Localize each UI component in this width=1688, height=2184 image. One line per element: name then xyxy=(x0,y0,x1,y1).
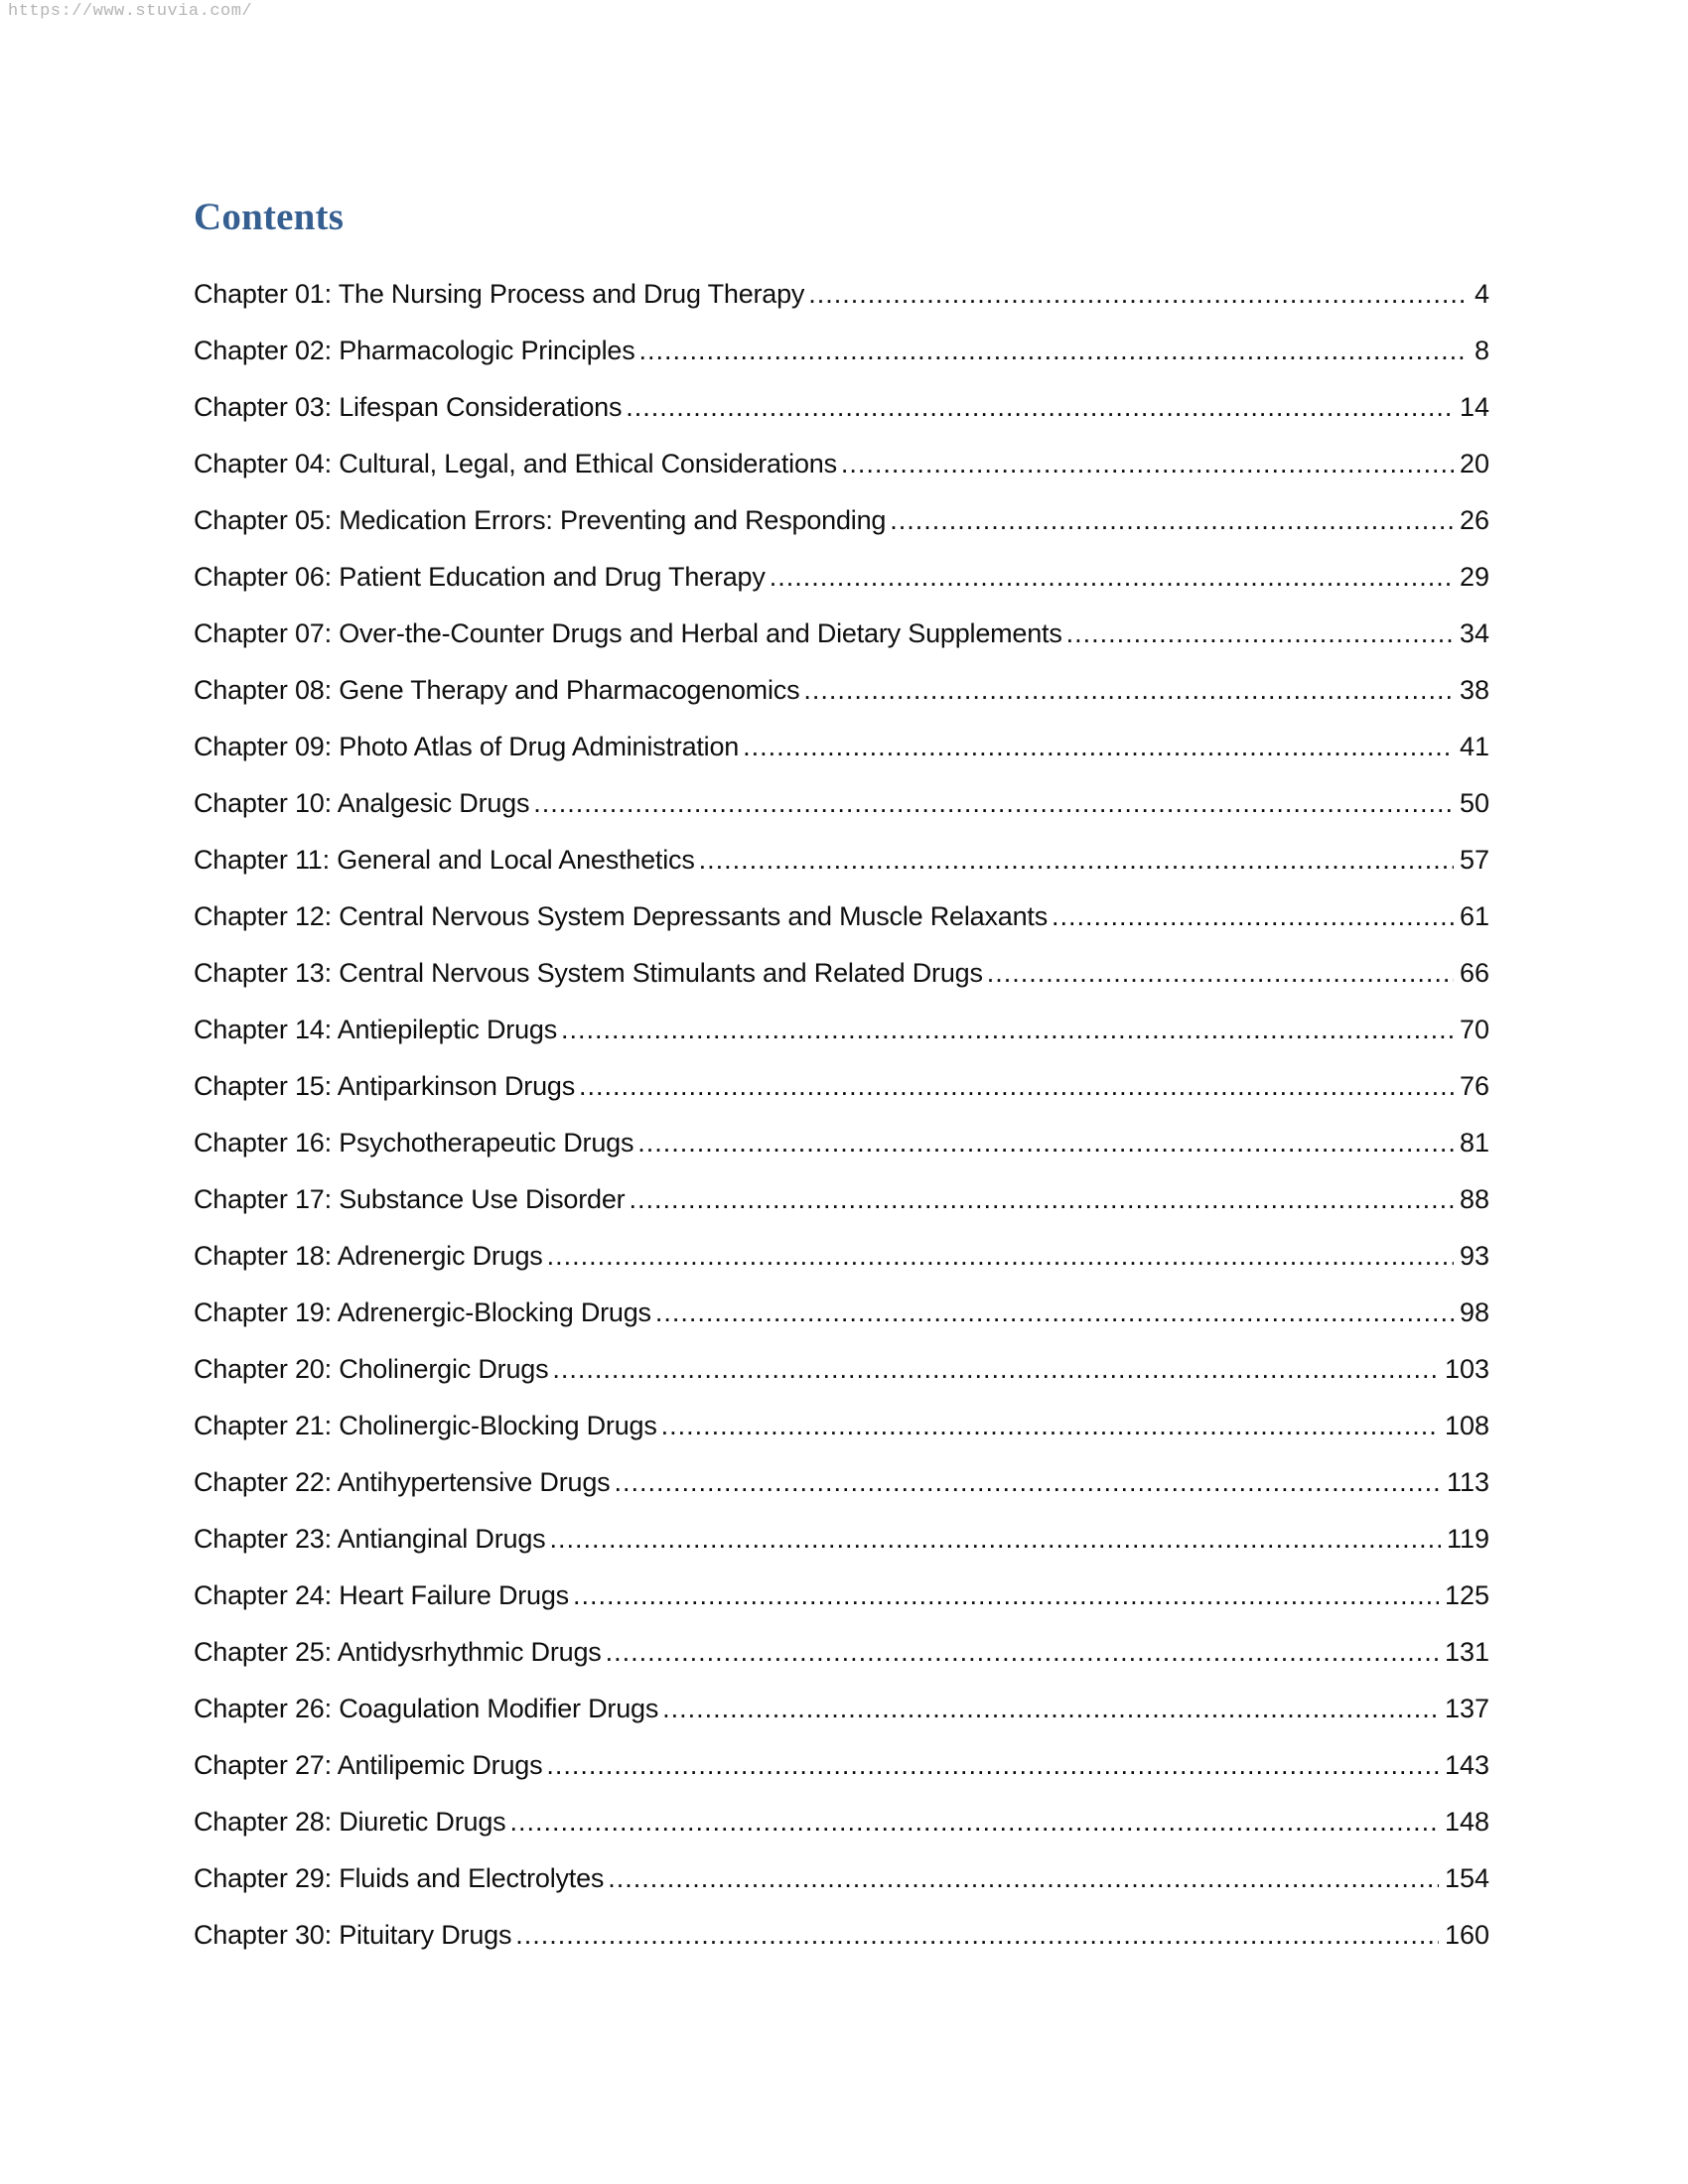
dotted-leader xyxy=(1052,888,1454,945)
toc-entry-label: Chapter 15: Antiparkinson Drugs xyxy=(194,1071,576,1101)
toc-entry-page-number: 160 xyxy=(1444,1920,1489,1950)
dotted-leader xyxy=(808,266,1469,323)
toc-entry xyxy=(194,1737,1489,1794)
toc-entry-label: Chapter 09: Photo Atlas of Drug Administration xyxy=(194,732,740,761)
dotted-leader xyxy=(1066,606,1454,662)
toc-entry xyxy=(194,1058,1489,1115)
toc-entry xyxy=(194,662,1489,719)
dotted-leader xyxy=(890,492,1454,549)
toc-entry-label: Chapter 01: The Nursing Process and Drug Therapy xyxy=(194,279,805,309)
toc-entry-label: Chapter 03: Lifespan Considerations xyxy=(194,392,623,422)
toc-entry xyxy=(194,832,1489,888)
dotted-leader xyxy=(573,1568,1439,1624)
toc-entry-page-number: 70 xyxy=(1459,1015,1489,1044)
toc-entry-page-number: 93 xyxy=(1459,1241,1489,1271)
toc-entry-label: Chapter 19: Adrenergic-Blocking Drugs xyxy=(194,1297,651,1327)
toc-entry xyxy=(194,436,1489,492)
toc-entry xyxy=(194,606,1489,662)
toc-entry xyxy=(194,1398,1489,1454)
toc-entry-page-number: 61 xyxy=(1459,901,1489,931)
toc-entry-label: Chapter 29: Fluids and Electrolytes xyxy=(194,1863,605,1893)
page-title: Contents xyxy=(194,196,345,238)
toc-entry xyxy=(194,1568,1489,1624)
toc-entry-label: Chapter 12: Central Nervous System Depressants and Muscle Relaxants xyxy=(194,901,1049,931)
toc-entry-label: Chapter 25: Antidysrhythmic Drugs xyxy=(194,1637,602,1667)
toc-entry-label: Chapter 11: General and Local Anesthetics xyxy=(194,845,695,875)
dotted-leader xyxy=(561,1002,1454,1058)
dotted-leader xyxy=(841,436,1454,492)
toc-entry xyxy=(194,1341,1489,1398)
toc-entry-label: Chapter 04: Cultural, Legal, and Ethical Considerations xyxy=(194,449,837,478)
toc-entry-label: Chapter 22: Antihypertensive Drugs xyxy=(194,1467,611,1497)
toc-entry-label: Chapter 24: Heart Failure Drugs xyxy=(194,1580,569,1610)
toc-entry-label: Chapter 30: Pituitary Drugs xyxy=(194,1920,512,1950)
toc-entry-page-number: 50 xyxy=(1459,788,1489,818)
toc-entry xyxy=(194,888,1489,945)
toc-entry-page-number: 131 xyxy=(1444,1637,1489,1667)
toc-entry-page-number: 26 xyxy=(1459,505,1489,535)
toc-entry xyxy=(194,1171,1489,1228)
toc-entry-page-number: 20 xyxy=(1459,449,1489,478)
dotted-leader xyxy=(639,323,1469,379)
toc-entry-label: Chapter 20: Cholinergic Drugs xyxy=(194,1354,549,1384)
toc-entry-page-number: 14 xyxy=(1459,392,1489,422)
dotted-leader xyxy=(606,1624,1439,1681)
toc-entry xyxy=(194,379,1489,436)
dotted-leader xyxy=(655,1285,1454,1341)
dotted-leader xyxy=(662,1681,1439,1737)
dotted-leader xyxy=(770,549,1454,606)
toc-entry-label: Chapter 27: Antilipemic Drugs xyxy=(194,1750,543,1780)
toc-entry-label: Chapter 10: Analgesic Drugs xyxy=(194,788,530,818)
dotted-leader xyxy=(629,1171,1454,1228)
toc-entry-page-number: 113 xyxy=(1446,1467,1489,1497)
toc-entry-page-number: 98 xyxy=(1459,1297,1489,1327)
dotted-leader xyxy=(546,1737,1439,1794)
dotted-leader xyxy=(743,719,1454,775)
toc-entry-page-number: 148 xyxy=(1444,1807,1489,1837)
toc-entry xyxy=(194,1907,1489,1964)
dotted-leader xyxy=(549,1511,1441,1568)
toc-entry-page-number: 8 xyxy=(1474,336,1489,365)
dotted-leader xyxy=(626,379,1454,436)
toc-entry xyxy=(194,775,1489,832)
toc-entry-label: Chapter 23: Antianginal Drugs xyxy=(194,1524,546,1554)
toc-entry xyxy=(194,1850,1489,1907)
toc-entry xyxy=(194,719,1489,775)
toc-entry-label: Chapter 21: Cholinergic-Blocking Drugs xyxy=(194,1411,657,1440)
dotted-leader xyxy=(803,662,1454,719)
dotted-leader xyxy=(552,1341,1439,1398)
toc-entry xyxy=(194,1454,1489,1511)
toc-entry xyxy=(194,549,1489,606)
toc-entry xyxy=(194,945,1489,1002)
toc-entry-page-number: 41 xyxy=(1459,732,1489,761)
toc-entry-page-number: 103 xyxy=(1444,1354,1489,1384)
toc-entry-page-number: 154 xyxy=(1444,1863,1489,1893)
watermark-url: https://www.stuvia.com/ xyxy=(8,2,253,21)
toc-entry xyxy=(194,1794,1489,1850)
toc-entry-label: Chapter 06: Patient Education and Drug Therapy xyxy=(194,562,766,592)
toc-entry xyxy=(194,492,1489,549)
dotted-leader xyxy=(614,1454,1441,1511)
toc-entry-label: Chapter 18: Adrenergic Drugs xyxy=(194,1241,543,1271)
toc-entry-page-number: 4 xyxy=(1474,279,1489,309)
dotted-leader xyxy=(547,1228,1454,1285)
toc-entry-page-number: 88 xyxy=(1459,1184,1489,1214)
toc-entry xyxy=(194,1285,1489,1341)
toc-entry xyxy=(194,1115,1489,1171)
toc-entry-page-number: 76 xyxy=(1459,1071,1489,1101)
toc-entry-page-number: 81 xyxy=(1459,1128,1489,1158)
toc-entry-page-number: 29 xyxy=(1459,562,1489,592)
dotted-leader xyxy=(608,1850,1439,1907)
dotted-leader xyxy=(637,1115,1454,1171)
toc-entry-label: Chapter 07: Over-the-Counter Drugs and Herbal and Dietary Supplements xyxy=(194,618,1062,648)
toc-entry-page-number: 66 xyxy=(1459,958,1489,988)
toc-entry-label: Chapter 02: Pharmacologic Principles xyxy=(194,336,635,365)
toc-entry-label: Chapter 05: Medication Errors: Preventing and Responding xyxy=(194,505,887,535)
toc-entry xyxy=(194,1624,1489,1681)
toc-section xyxy=(194,0,1489,1964)
toc-entry-page-number: 137 xyxy=(1444,1694,1489,1723)
toc-entry-page-number: 108 xyxy=(1444,1411,1489,1440)
dotted-leader xyxy=(661,1398,1439,1454)
toc-entry-page-number: 125 xyxy=(1444,1580,1489,1610)
toc-entry-label: Chapter 14: Antiepileptic Drugs xyxy=(194,1015,558,1044)
toc-list xyxy=(194,266,1489,1964)
dotted-leader xyxy=(509,1794,1439,1850)
toc-entry-label: Chapter 17: Substance Use Disorder xyxy=(194,1184,626,1214)
toc-entry-page-number: 119 xyxy=(1446,1524,1489,1554)
toc-entry-label: Chapter 26: Coagulation Modifier Drugs xyxy=(194,1694,659,1723)
toc-entry xyxy=(194,1002,1489,1058)
dotted-leader xyxy=(579,1058,1454,1115)
dotted-leader xyxy=(987,945,1454,1002)
toc-entry xyxy=(194,323,1489,379)
toc-entry-page-number: 34 xyxy=(1459,618,1489,648)
toc-entry-page-number: 143 xyxy=(1444,1750,1489,1780)
toc-entry xyxy=(194,1228,1489,1285)
dotted-leader xyxy=(699,832,1454,888)
toc-entry-label: Chapter 28: Diuretic Drugs xyxy=(194,1807,506,1837)
toc-entry xyxy=(194,266,1489,323)
toc-entry xyxy=(194,1681,1489,1737)
toc-entry-page-number: 57 xyxy=(1459,845,1489,875)
dotted-leader xyxy=(533,775,1454,832)
toc-entry xyxy=(194,1511,1489,1568)
toc-entry-label: Chapter 13: Central Nervous System Stimulants and Related Drugs xyxy=(194,958,983,988)
toc-entry-page-number: 38 xyxy=(1459,675,1489,705)
toc-entry-label: Chapter 08: Gene Therapy and Pharmacogenomics xyxy=(194,675,800,705)
dotted-leader xyxy=(515,1907,1439,1964)
toc-entry-label: Chapter 16: Psychotherapeutic Drugs xyxy=(194,1128,634,1158)
